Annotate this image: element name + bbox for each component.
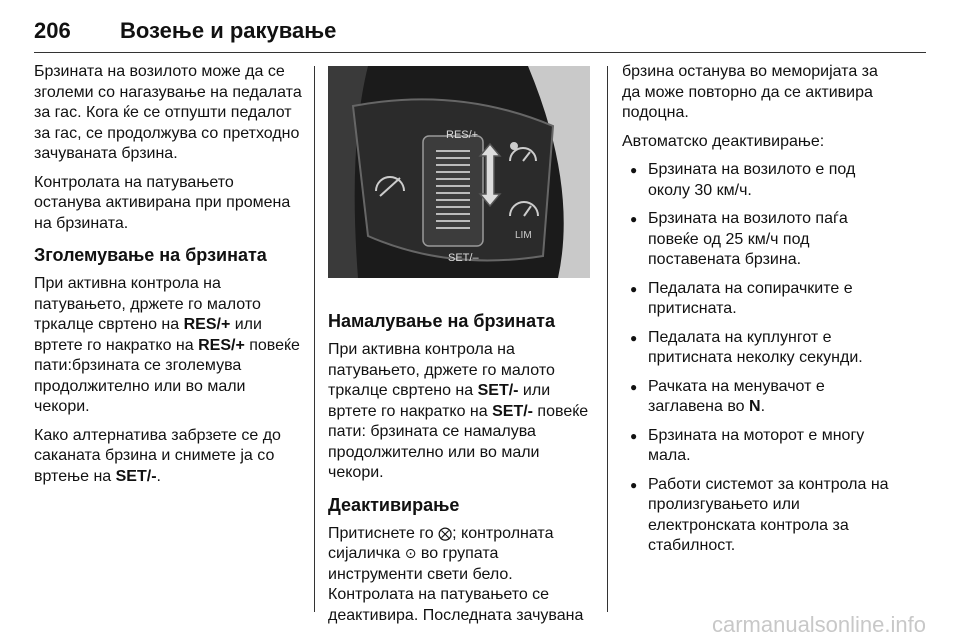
section-title: Возење и ракување (120, 18, 337, 43)
heading-increase-speed: Зголемување на брзината (34, 245, 267, 265)
steering-wheel-controls-figure (328, 66, 590, 278)
list-item: ● Брзината на возилото паѓа повеќе од 25 км/ч под поставената брзина. (622, 209, 892, 271)
paragraph-alternative: Како алтернатива забрзете се до саканата брзина и снимете ја со вртење на SET/-. (34, 426, 281, 485)
column-divider-1 (314, 66, 315, 612)
list-item: ● Педалата на сопирачките е притисната. (622, 279, 892, 320)
column-3 (622, 62, 892, 565)
paragraph-deactivation: Притиснете го ⨂; контролната сијаличка ⊙ во групата инструменти свети бело. (328, 524, 554, 583)
paragraph-decrease-speed: При активна контрола на патувањето, држете го малото тркалце свртено на SET/- или вртете го накратко на SET/- повеќе пати: брзината се намалува продолжително или во мали чекори. (328, 341, 589, 481)
paragraph-memory: брзина останува во меморијата за да може повторно да се активира подоцна. (622, 63, 878, 121)
paragraph-increase-speed: При активна контрола на патувањето, држете го малото тркалце свртено на RES/+ или вртете го накратко на RES/+ повеќе пати:брзината се зголемува продолжително или во мали чекори. (34, 275, 300, 415)
column-2 (328, 300, 596, 634)
paragraph-deactivated: Контролата на патувањето се деактивира. Последната зачувана (328, 586, 584, 624)
auto-deactivation-list (622, 160, 892, 557)
column-1 (34, 62, 302, 495)
cancel-symbol-icon: ⨂ (438, 525, 453, 542)
list-item: ● Брзината на моторот е многу мала. (622, 426, 892, 467)
list-item: ● Брзината на возилото е под околу 30 км/ч. (622, 160, 892, 201)
steering-wheel-illustration (328, 66, 590, 278)
list-item: ● Рачката на менувачот е заглавена во N. (622, 377, 892, 418)
page-number: 206 (34, 18, 71, 43)
heading-deactivation: Деактивирање (328, 494, 460, 515)
paragraph-speed-increase-pedal: Брзината на возилото може да се зголеми со нагазување на педалата за гас. Кога ќе се отпушти педалот за гас, се продолжува со претходно зачуваната брзина. (34, 63, 302, 162)
watermark: carmanualsonline.info (711, 612, 926, 637)
set-label: SET/– (448, 252, 479, 264)
list-item: ● Педалата на куплунгот е притисната неколку секунди. (622, 328, 892, 369)
list-item: ● Работи системот за контрола на пролизгувањето или електронската контрола за стабилност. (622, 475, 892, 557)
lim-label: LIM (515, 230, 532, 241)
header-rule (34, 52, 926, 53)
paragraph-gear-change: Контролата на патувањето останува активирана при промена на брзината. (34, 173, 291, 232)
res-label: RES/+ (446, 129, 479, 141)
column-divider-2 (607, 66, 608, 612)
heading-decrease-speed: Намалување на брзината (328, 311, 555, 331)
indicator-symbol-icon: ⊙ (404, 546, 417, 562)
paragraph-auto-deactivation: Автоматско деактивирање: (622, 132, 825, 150)
